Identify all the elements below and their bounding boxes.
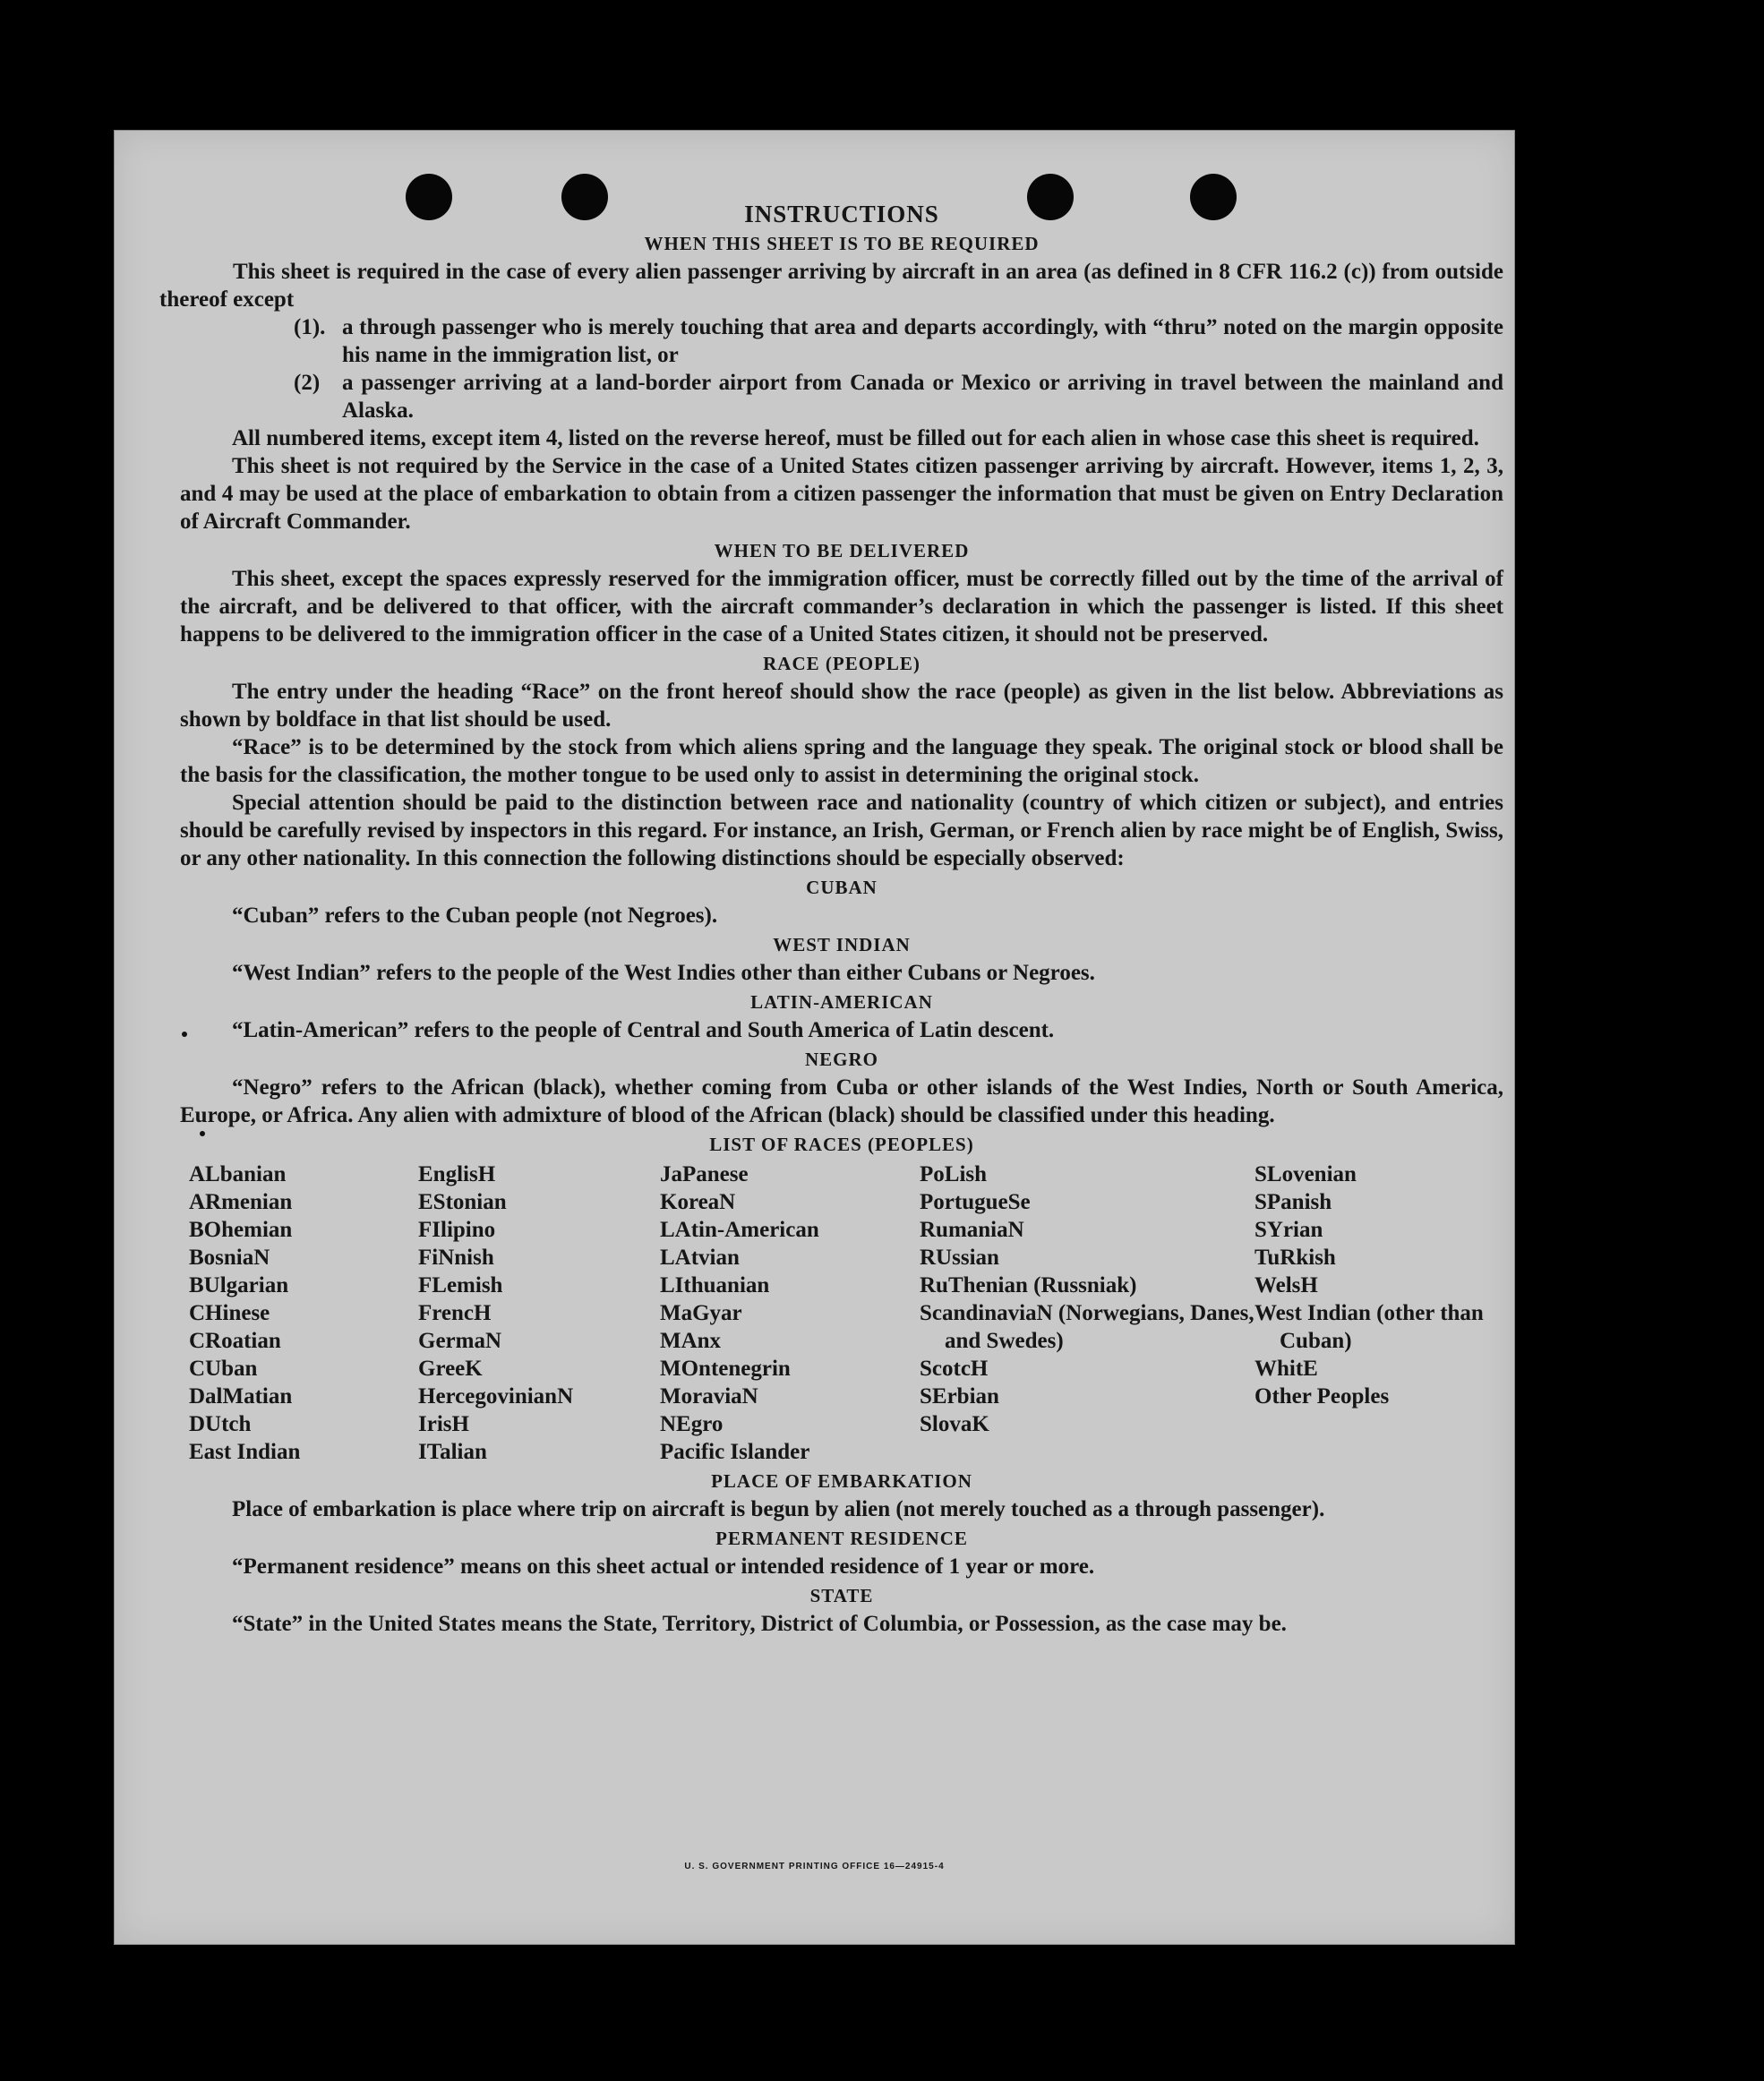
race-entry: FIlipino bbox=[418, 1218, 496, 1242]
race-entry: TuRkish bbox=[1254, 1246, 1336, 1270]
race-entry: FLemish bbox=[418, 1273, 503, 1297]
race-entry: WelsH bbox=[1254, 1273, 1318, 1297]
race-column bbox=[189, 1160, 418, 1466]
race-entry: West Indian (other than Cuban) bbox=[1254, 1301, 1484, 1353]
race-entry: RuThenian (Russniak) bbox=[920, 1273, 1137, 1297]
race-entry: KoreaN bbox=[660, 1190, 736, 1214]
race-entry: EStonian bbox=[418, 1190, 507, 1214]
paragraph: “Latin-American” refers to the people of Central and South America of Latin descent. bbox=[232, 1018, 1055, 1042]
race-entry: ALbanian bbox=[189, 1162, 287, 1186]
paragraph: “West Indian” refers to the people of the West Indies other than either Cubans or Negroes. bbox=[232, 961, 1095, 985]
race-entry: Other Peoples bbox=[1254, 1384, 1390, 1409]
item-text: a through passenger who is merely touching that area and departs accordingly, with “thru” noted on the margin opposite his name in the immigration list, or bbox=[342, 315, 1503, 367]
paragraph: Special attention should be paid to the distinction between race and nationality (country of which citizen or subject), and entries should be carefully revised by inspectors in this regard. For instance, an Irish, German, or French alien by race might be of English, Swiss, or any other nationality. In this connection the following distinctions should be especially observed: bbox=[180, 791, 1503, 870]
race-entry: GermaN bbox=[418, 1329, 502, 1353]
race-entry: BOhemian bbox=[189, 1218, 293, 1242]
race-entry: PoLish bbox=[920, 1162, 988, 1186]
race-entry: SPanish bbox=[1254, 1190, 1332, 1214]
race-entry: SLovenian bbox=[1254, 1162, 1357, 1186]
race-entry: GreeK bbox=[418, 1357, 483, 1381]
race-entry: EnglisH bbox=[418, 1162, 496, 1186]
race-entry: MAnx bbox=[660, 1329, 722, 1353]
paragraph: All numbered items, except item 4, listed on the reverse hereof, must be filled out for each alien in whose case this sheet is required. bbox=[232, 426, 1479, 450]
paragraph: This sheet is required in the case of every alien passenger arriving by aircraft in an area (as defined in 8 CFR 116.2 (c)) from outside thereof except bbox=[159, 260, 1503, 312]
race-entry: NEgro bbox=[660, 1412, 724, 1436]
list-item bbox=[294, 313, 1503, 369]
section-heading: WHEN THIS SHEET IS TO BE REQUIRED bbox=[644, 233, 1040, 254]
race-entry: SErbian bbox=[920, 1384, 999, 1409]
race-entry: CHinese bbox=[189, 1301, 270, 1325]
race-entry: BosniaN bbox=[189, 1246, 270, 1270]
race-entry: BUlgarian bbox=[189, 1273, 289, 1297]
race-entry: HercegovinianN bbox=[418, 1384, 574, 1409]
race-entry: SlovaK bbox=[920, 1412, 989, 1436]
section-heading: WEST INDIAN bbox=[773, 934, 911, 955]
race-entry: LAtin-American bbox=[660, 1218, 819, 1242]
race-column bbox=[1254, 1160, 1496, 1466]
paragraph: This sheet is not required by the Service in the case of a United States citizen passenger arriving by aircraft. However, items 1, 2, 3, and 4 may be used at the place of embarkation to obtain from a citizen passenger the information that must be given on Entry Declaration of Aircraft Commander. bbox=[180, 454, 1503, 534]
section-heading: PERMANENT RESIDENCE bbox=[715, 1528, 968, 1549]
document-sheet bbox=[114, 130, 1515, 1945]
section-heading: CUBAN bbox=[806, 877, 878, 898]
race-entry: PortugueSe bbox=[920, 1190, 1031, 1214]
race-entry: CRoatian bbox=[189, 1329, 281, 1353]
section-heading: PLACE OF EMBARKATION bbox=[711, 1470, 972, 1492]
paragraph: “Cuban” refers to the Cuban people (not Negroes). bbox=[232, 903, 718, 928]
paragraph: Place of embarkation is place where trip on aircraft is begun by alien (not merely touched as a through passenger). bbox=[232, 1497, 1325, 1521]
race-entry: MOntenegrin bbox=[660, 1357, 791, 1381]
race-entry: JaPanese bbox=[660, 1162, 749, 1186]
item-number: (2) bbox=[294, 371, 321, 395]
paragraph: This sheet, except the spaces expressly reserved for the immigration officer, must be correctly filled out by the time of the arrival of the aircraft, and be delivered to that officer, with the aircraft commander’s declaration in which the passenger is listed. If this sheet happens to be delivered to the immigration officer in the case of a United States citizen, it should not be preserved. bbox=[180, 567, 1503, 647]
race-entry: ScandinaviaN (Norwegians, Danes, and Swedes) bbox=[920, 1301, 1254, 1353]
race-entry: DUtch bbox=[189, 1412, 252, 1436]
item-number: (1). bbox=[294, 315, 326, 339]
race-entry: DalMatian bbox=[189, 1384, 293, 1409]
race-entry: MoraviaN bbox=[660, 1384, 758, 1409]
race-column bbox=[418, 1160, 660, 1466]
race-entry: CUban bbox=[189, 1357, 258, 1381]
race-entry: ScotcH bbox=[920, 1357, 989, 1381]
race-column bbox=[660, 1160, 920, 1466]
race-list bbox=[189, 1160, 1503, 1466]
race-entry: FrencH bbox=[418, 1301, 492, 1325]
race-entry: RumaniaN bbox=[920, 1218, 1024, 1242]
section-heading: LATIN-AMERICAN bbox=[750, 991, 933, 1013]
race-entry: IrisH bbox=[418, 1412, 469, 1436]
printing-office-footer: U. S. GOVERNMENT PRINTING OFFICE 16—24915-4 bbox=[684, 1862, 945, 1871]
instructions-content bbox=[159, 201, 1503, 1638]
race-column bbox=[920, 1160, 1254, 1466]
race-entry: FiNnish bbox=[418, 1246, 494, 1270]
race-entry: LAtvian bbox=[660, 1246, 740, 1270]
race-entry: RUssian bbox=[920, 1246, 999, 1270]
paragraph: “Negro” refers to the African (black), whether coming from Cuba or other islands of the West Indies, North or South America, Europe, or Africa. Any alien with admixture of blood of the African (black) should be classified under this heading. bbox=[180, 1075, 1503, 1127]
paragraph: “Race” is to be determined by the stock from which aliens spring and the language they speak. The original stock or blood shall be the basis for the classification, the mother tongue to be used only to assist in determining the original stock. bbox=[180, 735, 1503, 787]
race-entry: ARmenian bbox=[189, 1190, 293, 1214]
race-entry: LIthuanian bbox=[660, 1273, 770, 1297]
section-heading: STATE bbox=[809, 1585, 874, 1606]
section-heading: NEGRO bbox=[804, 1049, 878, 1070]
paragraph: “State” in the United States means the State, Territory, District of Columbia, or Possession, as the case may be. bbox=[232, 1612, 1287, 1636]
item-text: a passenger arriving at a land-border airport from Canada or Mexico or arriving in travel between the mainland and Alaska. bbox=[342, 371, 1503, 423]
paragraph: “Permanent residence” means on this sheet actual or intended residence of 1 year or more. bbox=[232, 1554, 1095, 1579]
section-heading: RACE (PEOPLE) bbox=[763, 653, 921, 674]
race-entry: WhitE bbox=[1254, 1357, 1318, 1381]
page-title: INSTRUCTIONS bbox=[744, 201, 939, 227]
race-entry: Pacific Islander bbox=[660, 1440, 810, 1464]
race-entry: MaGyar bbox=[660, 1301, 742, 1325]
paragraph: The entry under the heading “Race” on the front hereof should show the race (people) as given in the list below. Abbreviations as shown by boldface in that list should be used. bbox=[180, 680, 1503, 732]
section-heading: LIST OF RACES (PEOPLES) bbox=[709, 1134, 974, 1155]
list-item bbox=[294, 369, 1503, 424]
race-entry: ITalian bbox=[418, 1440, 487, 1464]
section-heading: WHEN TO BE DELIVERED bbox=[714, 540, 970, 561]
race-entry: East Indian bbox=[189, 1440, 301, 1464]
race-entry: SYrian bbox=[1254, 1218, 1323, 1242]
